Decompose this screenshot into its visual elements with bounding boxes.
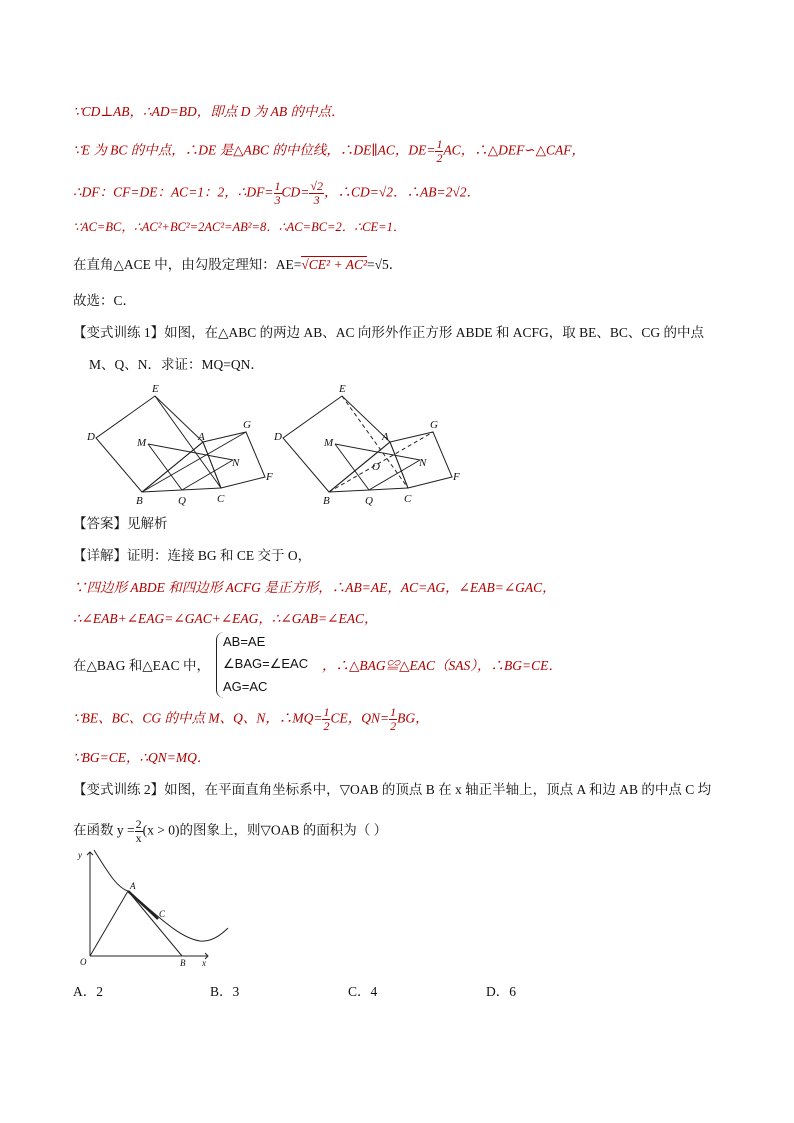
fig1-label-Q: Q: [178, 495, 186, 507]
fig2-label-E: E: [339, 383, 346, 395]
line-2-part-a: ∵E 为 BC 的中点，∴DE 是△ABC 的中位线，∴DE∥AC，DE=: [73, 142, 436, 158]
line-13-part-a: 在△BAG 和△EAC 中，: [73, 658, 211, 673]
line-14-part-b: CE，QN=: [330, 710, 390, 726]
line-5-part-c: =√5．: [367, 257, 403, 272]
answer-line: 【答案】见解析: [73, 516, 168, 531]
line-14-part-c: BG，: [397, 710, 429, 726]
exercise-2-prompt-cont: [73, 818, 387, 845]
fraction-half-1: $\frac{1}{2}$: [323, 705, 330, 733]
fraction-2-over-x: $\frac{2}{x}$: [135, 817, 142, 845]
geometry-figure-2: [272, 382, 462, 507]
fig2-label-Q: Q: [365, 495, 373, 507]
fig1-label-B: B: [136, 495, 143, 507]
graph-label-x: x: [202, 958, 206, 968]
fraction-third: $\frac{1}{3}$: [274, 179, 281, 207]
fig1-label-M: M: [137, 437, 147, 449]
fig1-label-G: G: [243, 419, 251, 431]
fig2-label-M: M: [324, 437, 334, 449]
option-d[interactable]: D．6: [486, 984, 516, 999]
equation-system: [216, 632, 329, 698]
fig1-label-F: F: [266, 471, 273, 483]
line-3-part-b: CD=: [281, 184, 310, 200]
system-eq-3: AG=AC: [223, 679, 268, 694]
graph-label-O: O: [80, 957, 87, 967]
line-3-part-a: ∴DF：CF=DE：AC=1：2，∴DF=: [73, 184, 274, 200]
fig2-label-F: F: [453, 471, 460, 483]
line-5-part-a: 在直角△ACE 中，由勾股定理知：AE=: [73, 257, 302, 272]
fraction-sqrt2-over-3: $\frac{√2}{3}$: [310, 179, 323, 207]
exercise-2-prompt: 【变式训练 2】如图，在平面直角坐标系中，▽OAB 的顶点 B 在 x 轴正半轴上，顶点 A 和边 AB 的中点 C 均: [73, 782, 712, 797]
fig2-label-O: O: [372, 461, 380, 473]
fig2-label-A: A: [382, 431, 389, 443]
detail-line-3: ∴∠EAB+∠EAG=∠GAC+∠EAG，∴∠GAB=∠EAC，: [73, 611, 378, 626]
graph-label-B: B: [180, 958, 186, 968]
solution-line-2: [73, 138, 585, 165]
fig2-label-N: N: [419, 457, 427, 469]
fig1-label-N: N: [232, 457, 240, 469]
line-3-part-c: ，∴CD=√2．∴AB=2√2．: [323, 184, 481, 200]
system-eq-2: ∠BAG=∠EAC: [223, 656, 309, 671]
detail-line-2: ∵四边形 ABDE 和四边形 ACFG 是正方形，∴AB=AE，AC=AG，∠EAB=∠GAC，: [73, 580, 556, 595]
function-graph: [70, 846, 230, 971]
option-c[interactable]: C．4: [348, 984, 378, 999]
fig2-label-G: G: [430, 419, 438, 431]
line-17-part-b: (x > 0)的图象上，则▽OAB 的面积为（ ）: [142, 822, 388, 838]
solution-line-5: [73, 255, 402, 275]
detail-line-5: [73, 706, 429, 733]
system-eq-1: AB=AE: [223, 634, 266, 649]
fig2-label-C: C: [404, 493, 412, 505]
graph-label-C: C: [159, 909, 166, 919]
exercise-1-prompt-cont: M、Q、N．求证：MQ=QN．: [89, 357, 264, 372]
fig2-label-B: B: [323, 495, 330, 507]
detail-line-4-cont: ，∴△BAG≌△EAC（SAS），∴BG=CE．: [322, 658, 562, 673]
solution-line-1: ∵CD⊥AB，∴AD=BD，即点 D 为 AB 的中点．: [73, 104, 345, 119]
detail-line-6: ∵BG=CE，∴QN=MQ．: [73, 750, 211, 765]
graph-label-y: y: [78, 850, 82, 860]
detail-line-1: 【详解】证明：连接 BG 和 CE 交于 O，: [73, 548, 312, 563]
solution-line-3: [73, 180, 480, 207]
fig2-label-D: D: [274, 431, 282, 443]
option-b[interactable]: B．3: [210, 984, 240, 999]
line-17-part-a: 在函数 y =: [73, 822, 135, 838]
detail-line-4: [73, 656, 210, 676]
line-2-part-b: AC，∴△DEF∽△CAF，: [443, 142, 586, 158]
solution-line-6: 故选：C．: [73, 293, 137, 308]
fig1-label-E: E: [152, 383, 159, 395]
fig1-label-A: A: [198, 431, 205, 443]
line-5-sqrt: √CE² + AC²: [301, 257, 367, 272]
option-a[interactable]: A．2: [73, 984, 103, 999]
fig1-label-D: D: [87, 431, 95, 443]
solution-line-4: ∵AC=BC，∴AC²+BC²=2AC²=AB²=8．∴AC=BC=2．∴CE=1．: [73, 220, 406, 234]
fraction-half-2: $\frac{1}{2}$: [390, 705, 397, 733]
graph-label-A: A: [130, 881, 136, 891]
exercise-1-prompt: 【变式训练 1】如图，在△ABC 的两边 AB、AC 向形外作正方形 ABDE 和 ACFG，取 BE、BC、CG 的中点: [73, 325, 705, 340]
geometry-figure-1: [85, 382, 275, 507]
line-14-part-a: ∵BE、BC、CG 的中点 M、Q、N，∴MQ=: [73, 710, 323, 726]
fraction-half: $\frac{1}{2}$: [436, 137, 443, 165]
fig1-label-C: C: [217, 493, 225, 505]
